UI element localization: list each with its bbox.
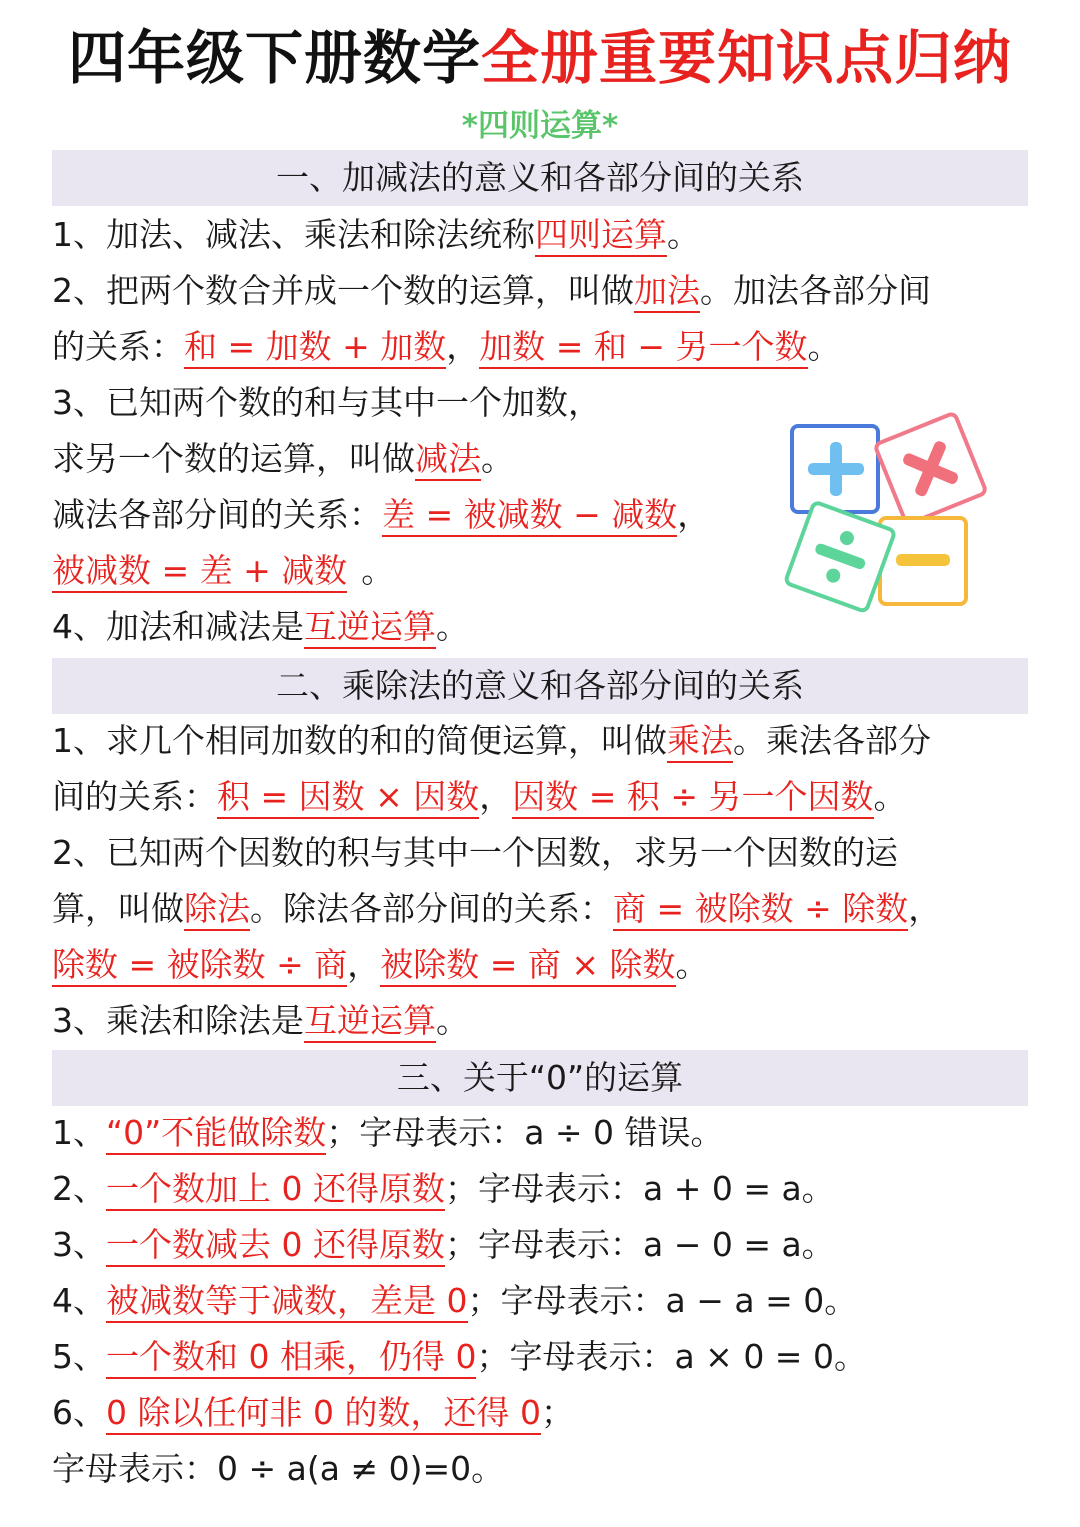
s1-line-2: [52, 266, 931, 316]
s1-line-2-end: 。加法各部分间: [700, 271, 931, 310]
s2-line-4-end: ，: [908, 889, 942, 928]
s3-line-4: [52, 1276, 857, 1326]
s3-line-4-num: 4、: [52, 1281, 106, 1320]
s1-line-2-text: 2、把两个数合并成一个数的运算，叫做: [52, 271, 634, 310]
s1-line-1-highlight: 四则运算: [535, 215, 667, 257]
s3-line-6-end: ；: [540, 1393, 574, 1432]
s1-line-7: [52, 546, 394, 596]
s2-line-1-highlight: 乘法: [667, 721, 733, 763]
s2-line-5-highlight-1: 除数 = 被除数 ÷ 商: [52, 945, 347, 987]
page-title: [0, 22, 1080, 94]
s2-line-2: [52, 772, 907, 822]
s2-line-2-highlight-1: 积 = 因数 × 因数: [217, 777, 479, 819]
s3-line-6: [52, 1388, 574, 1438]
s1-line-6: [52, 490, 710, 540]
s2-line-6-highlight: 互逆运算: [304, 1001, 436, 1043]
s1-line-1-end: 。: [667, 215, 700, 254]
s2-line-1-text: 1、求几个相同加数的和的简便运算，叫做: [52, 721, 667, 760]
plus-icon: [792, 426, 878, 512]
s1-line-8: [52, 602, 469, 652]
s1-line-8-text: 4、加法和减法是: [52, 607, 304, 646]
s1-line-3-highlight-2: 加数 = 和 − 另一个数: [479, 327, 807, 369]
s3-line-1-num: 1、: [52, 1113, 106, 1152]
s3-line-2-num: 2、: [52, 1169, 106, 1208]
s3-line-6-num: 6、: [52, 1393, 106, 1432]
s1-line-5-highlight: 减法: [415, 439, 481, 481]
s2-line-4-highlight-2: 商 = 被除数 ÷ 除数: [613, 889, 908, 931]
s3-line-5-num: 5、: [52, 1337, 106, 1376]
s3-line-3-formula: ；字母表示：a − 0 = a。: [444, 1225, 835, 1264]
s2-line-4: [52, 884, 941, 934]
s2-line-6-end: 。: [436, 1001, 469, 1040]
s2-line-2-end: 。: [873, 777, 907, 816]
s3-line-5: [52, 1332, 867, 1382]
s3-line-1-formula: ；字母表示：a ÷ 0 错误。: [326, 1113, 724, 1152]
s1-line-4-text: 3、已知两个数的和与其中一个加数，: [52, 383, 601, 422]
s3-line-5-highlight: 一个数和 0 相乘，仍得 0: [106, 1337, 476, 1379]
s3-line-2-highlight: 一个数加上 0 还得原数: [106, 1169, 445, 1211]
s1-line-5: [52, 434, 514, 484]
title-part-black: 四年级下册数学: [67, 24, 481, 92]
s1-line-3-comma: ，: [446, 327, 480, 366]
s1-line-3-end: 。: [807, 327, 841, 366]
s2-line-5-comma: ，: [347, 945, 381, 984]
s2-line-2-text: 间的关系：: [52, 777, 217, 816]
s2-line-5: [52, 940, 709, 990]
s3-line-4-formula: ；字母表示：a − a = 0。: [467, 1281, 858, 1320]
s2-line-2-highlight-2: 因数 = 积 ÷ 另一个因数: [512, 777, 873, 819]
s3-line-4-highlight: 被减数等于减数，差是 0: [106, 1281, 468, 1323]
times-icon: [875, 413, 987, 525]
s2-line-1: [52, 716, 931, 766]
s2-line-4-highlight-1: 除法: [184, 889, 250, 931]
s3-line-2: [52, 1164, 835, 1214]
s2-line-6: [52, 996, 469, 1046]
s2-line-2-comma: ，: [479, 777, 513, 816]
s2-line-4-mid: 。除法各部分间的关系：: [250, 889, 613, 928]
s2-line-5-end: 。: [675, 945, 709, 984]
section-1-heading: 一、加减法的意义和各部分间的关系: [276, 158, 804, 197]
s3-line-3-highlight: 一个数减去 0 还得原数: [106, 1225, 445, 1267]
s1-line-3-highlight-1: 和 = 加数 + 加数: [184, 327, 446, 369]
s1-line-6-text: 减法各部分间的关系：: [52, 495, 382, 534]
arithmetic-icons: [780, 410, 990, 620]
s1-line-4: [52, 378, 601, 428]
s1-line-3: [52, 322, 841, 372]
s1-line-8-highlight: 互逆运算: [304, 607, 436, 649]
s2-line-3: [52, 828, 898, 878]
s1-line-5-text: 求另一个数的运算，叫做: [52, 439, 415, 478]
s3-line-2-formula: ；字母表示：a + 0 = a。: [444, 1169, 835, 1208]
s1-line-2-highlight: 加法: [634, 271, 700, 313]
s1-line-6-end: ，: [677, 495, 711, 534]
section-2-heading: 二、乘除法的意义和各部分间的关系: [276, 666, 804, 705]
section-3-heading: 三、关于“0”的运算: [396, 1058, 684, 1097]
s1-line-7-highlight: 被减数 = 差 + 减数: [52, 551, 347, 593]
s1-line-5-end: 。: [481, 439, 514, 478]
s2-line-4-text: 算，叫做: [52, 889, 184, 928]
s3-line-7-formula: 字母表示：0 ÷ a(a ≠ 0)=0。: [52, 1449, 505, 1488]
s1-line-8-end: 。: [436, 607, 469, 646]
s1-line-1: [52, 210, 700, 260]
s2-line-1-end: 。乘法各部分: [733, 721, 931, 760]
s3-line-7: [52, 1444, 504, 1494]
s2-line-3-text: 2、已知两个因数的积与其中一个因数，求另一个因数的运: [52, 833, 898, 872]
s1-line-7-end: 。: [361, 551, 395, 590]
subtitle: *四则运算*: [461, 108, 619, 144]
s3-line-3-num: 3、: [52, 1225, 106, 1264]
s2-line-5-highlight-2: 被除数 = 商 × 除数: [380, 945, 675, 987]
s1-line-3-text: 的关系：: [52, 327, 184, 366]
s3-line-1-highlight: “0”不能做除数: [106, 1113, 326, 1155]
s1-line-6-highlight: 差 = 被减数 − 减数: [382, 495, 677, 537]
title-part-red: 全册重要知识点归纳: [481, 24, 1013, 92]
s3-line-6-highlight: 0 除以任何非 0 的数，还得 0: [106, 1393, 541, 1435]
s3-line-3: [52, 1220, 835, 1270]
s2-line-6-text: 3、乘法和除法是: [52, 1001, 304, 1040]
s3-line-5-formula: ；字母表示：a × 0 = 0。: [476, 1337, 867, 1376]
s3-line-1: [52, 1108, 724, 1158]
s1-line-1-text: 1、加法、减法、乘法和除法统称: [52, 215, 535, 254]
